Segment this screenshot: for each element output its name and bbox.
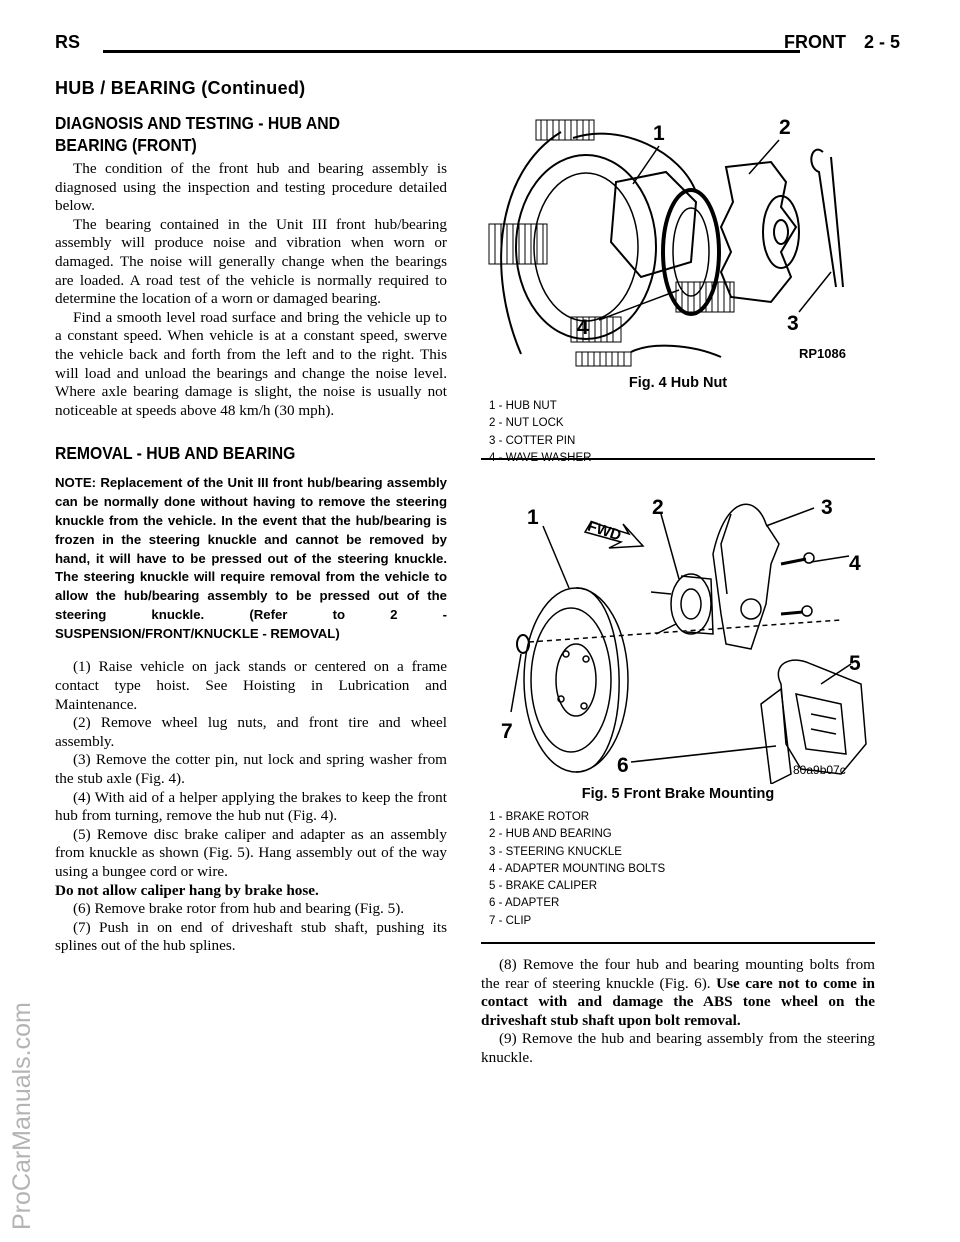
legend-item: 1 - BRAKE ROTOR	[489, 811, 590, 823]
figure-4-caption: Fig. 4 Hub Nut	[628, 375, 728, 391]
removal-step: (1) Raise vehicle on jack stands or centered on a frame contact type hoist. See Hoisting in Lubrication and Maintenance.	[55, 658, 447, 713]
diagnosis-paragraph: Find a smooth level road surface and bring the vehicle up to a constant speed. When vehicle is at a constant speed, swerve the vehicle back and forth from the left and to the right. This will load and unload the bearings and change the noise level. Where axle bearing damage is slight, the noise is usually not noticeable at speeds above 48 km/h (30 mph).	[55, 308, 447, 419]
legend-item: 2 - HUB AND BEARING	[489, 828, 612, 841]
legend-item: 7 - CLIP	[489, 914, 532, 927]
removal-heading: REMOVAL - HUB AND BEARING	[55, 443, 296, 464]
fwd-label: FWD	[585, 517, 624, 545]
removal-step: (2) Remove wheel lug nuts, and front tire and wheel assembly.	[55, 714, 447, 750]
watermark: ProCarManuals.com	[8, 1002, 36, 1230]
callout-4: 4	[849, 552, 861, 575]
figure-4-legend	[489, 398, 591, 467]
legend-item: 3 - COTTER PIN	[489, 434, 576, 447]
legend-item: 4 - ADAPTER MOUNTING BOLTS	[489, 862, 666, 875]
removal-step-9: (9) Remove the hub and bearing assembly from the steering knuckle.	[481, 1030, 875, 1066]
header-section: FRONT	[783, 32, 846, 52]
header-right	[784, 32, 900, 53]
callout-2: 2	[652, 496, 664, 519]
removal-step-8-warning: Use care not to come in contact with and damage the ABS tone wheel on the driveshaft stub shaft upon bolt removal.	[481, 974, 875, 1029]
callout-3: 3	[821, 496, 833, 519]
diagnosis-heading-line2: BEARING (FRONT)	[55, 135, 197, 155]
callout-5: 5	[849, 652, 861, 675]
continued-title: HUB / BEARING (Continued)	[55, 78, 306, 98]
figure-4	[481, 112, 875, 464]
diagnosis-paragraph: The bearing contained in the Unit III front hub/bearing assembly will produce noise and vibration when worn or damaged. The noise will generally change when the bearings are loaded. A road test of the vehicle is normally required to determine the location of a worn or damaged bearing.	[55, 215, 447, 308]
header-rule	[103, 50, 800, 53]
header-left: RS	[55, 32, 81, 52]
right-column-text	[481, 956, 875, 1068]
figure-5-legend	[489, 809, 665, 930]
legend-item: 1 - HUB NUT	[489, 400, 557, 412]
removal-warning: Do not allow caliper hang by brake hose.	[55, 881, 319, 899]
legend-item: 3 - STEERING KNUCKLE	[489, 845, 622, 858]
callout-3: 3	[787, 312, 799, 335]
callout-6: 6	[617, 754, 629, 777]
hub-nut-illustration	[481, 112, 875, 370]
callout-4: 4	[577, 316, 589, 339]
legend-item: 2 - NUT LOCK	[489, 417, 564, 430]
callout-1: 1	[527, 506, 539, 529]
callout-1: 1	[653, 122, 665, 145]
front-brake-mounting-illustration	[481, 484, 875, 784]
figure-5	[481, 484, 875, 944]
diagnosis-heading-line1: DIAGNOSIS AND TESTING - HUB AND	[55, 113, 340, 133]
removal-step-8-text: (8) Remove the four hub and bearing mounting bolts from the rear of steering knuckle (Fig. 6).	[481, 956, 875, 992]
figure-code: 80a9b07c	[793, 763, 846, 777]
removal-step: (4) With aid of a helper applying the brakes to keep the front hub from turning, remove the hub nut (Fig. 4).	[55, 788, 447, 825]
left-column	[55, 112, 447, 956]
page-number: 2 - 5	[863, 32, 900, 52]
diagnosis-paragraph: The condition of the front hub and bearing assembly is diagnosed using the inspection and testing procedure detailed below.	[55, 160, 447, 215]
legend-item: 4 - WAVE WASHER	[489, 451, 592, 464]
figure-code: RP1086	[799, 346, 846, 361]
removal-step: (5) Remove disc brake caliper and adapter as an assembly from knuckle as shown (Fig. 5). Hang assembly out of the way using a bungee cord or wire.	[55, 825, 447, 881]
removal-step: (6) Remove brake rotor from hub and bearing (Fig. 5).	[73, 900, 405, 918]
removal-note: NOTE: Replacement of the Unit III front hub/bearing assembly can be normally done without having to remove the steering knuckle from the vehicle. In the event that the hub/bearing is frozen in the steering knuckle and cannot be removed by hand, it will have to be pressed out of the steering knuckle. The steering knuckle will require removal from the vehicle to allow the hub/bearing assembly to be pressed out of the steering knuckle. (Refer to 2 - SUSPENSION/FRONT/KNUCKLE - REMOVAL)	[55, 475, 447, 641]
removal-step: (3) Remove the cotter pin, nut lock and spring washer from the stub axle (Fig. 4).	[55, 751, 447, 788]
removal-step: (7) Push in on end of driveshaft stub shaft, pushing its splines out of the hub splines.	[55, 918, 447, 955]
figure-5-caption: Fig. 5 Front Brake Mounting	[581, 786, 775, 802]
callout-2: 2	[779, 116, 791, 139]
removal-step-8	[481, 956, 875, 1030]
legend-item: 6 - ADAPTER	[489, 897, 560, 910]
callout-7: 7	[501, 720, 513, 743]
legend-item: 5 - BRAKE CALIPER	[489, 880, 598, 893]
